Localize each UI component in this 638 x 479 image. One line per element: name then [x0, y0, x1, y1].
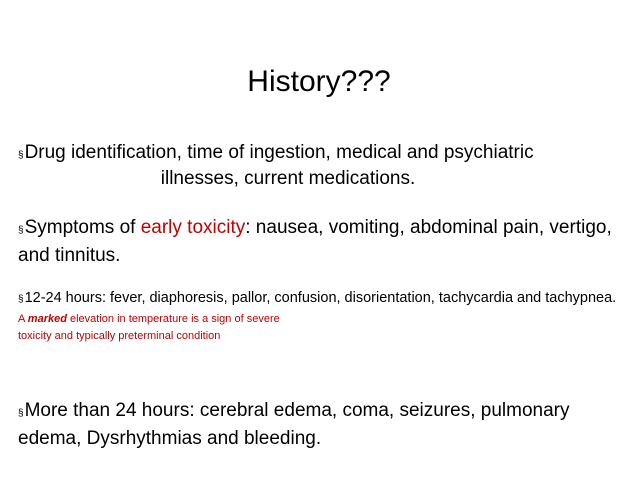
- bullet-suffix: : nausea, vomiting, abdominal pain, vertigo, and tinnitus.: [18, 217, 612, 266]
- bullet-marker: §: [18, 408, 24, 419]
- bullet-prefix: Symptoms of: [24, 217, 141, 238]
- bullet-text: More than 24 hours: cerebral edema, coma, seizures, pulmonary edema, Dysrhythmias and bleeding.: [18, 400, 570, 449]
- early-toxicity-highlight: early toxicity: [140, 217, 246, 238]
- note-prefix: A: [18, 313, 28, 325]
- bullet-drug-identification: [18, 141, 618, 190]
- bullet-more-than-24-hours: [18, 398, 618, 451]
- note-rest: elevation in temperature is a sign of severe: [66, 313, 280, 325]
- slide-title: History???: [247, 65, 391, 98]
- bullet-marker: §: [18, 225, 24, 236]
- bullet-marker: §: [18, 150, 24, 161]
- bullet-text-line1: Drug identification, time of ingestion, medical and psychiatric: [24, 142, 534, 163]
- bullet-early-toxicity: [18, 215, 618, 268]
- bullet-12-24-hours: [18, 289, 618, 344]
- note-marked: marked: [27, 313, 67, 325]
- bullet-text-line2: illnesses, current medications.: [160, 168, 416, 189]
- bullet-text: 12-24 hours: fever, diaphoresis, pallor, confusion, disorientation, tachycardia and tachypnea.: [24, 290, 617, 306]
- bullet-marker: §: [18, 294, 24, 305]
- note-line2: toxicity and typically preterminal condition: [18, 330, 221, 342]
